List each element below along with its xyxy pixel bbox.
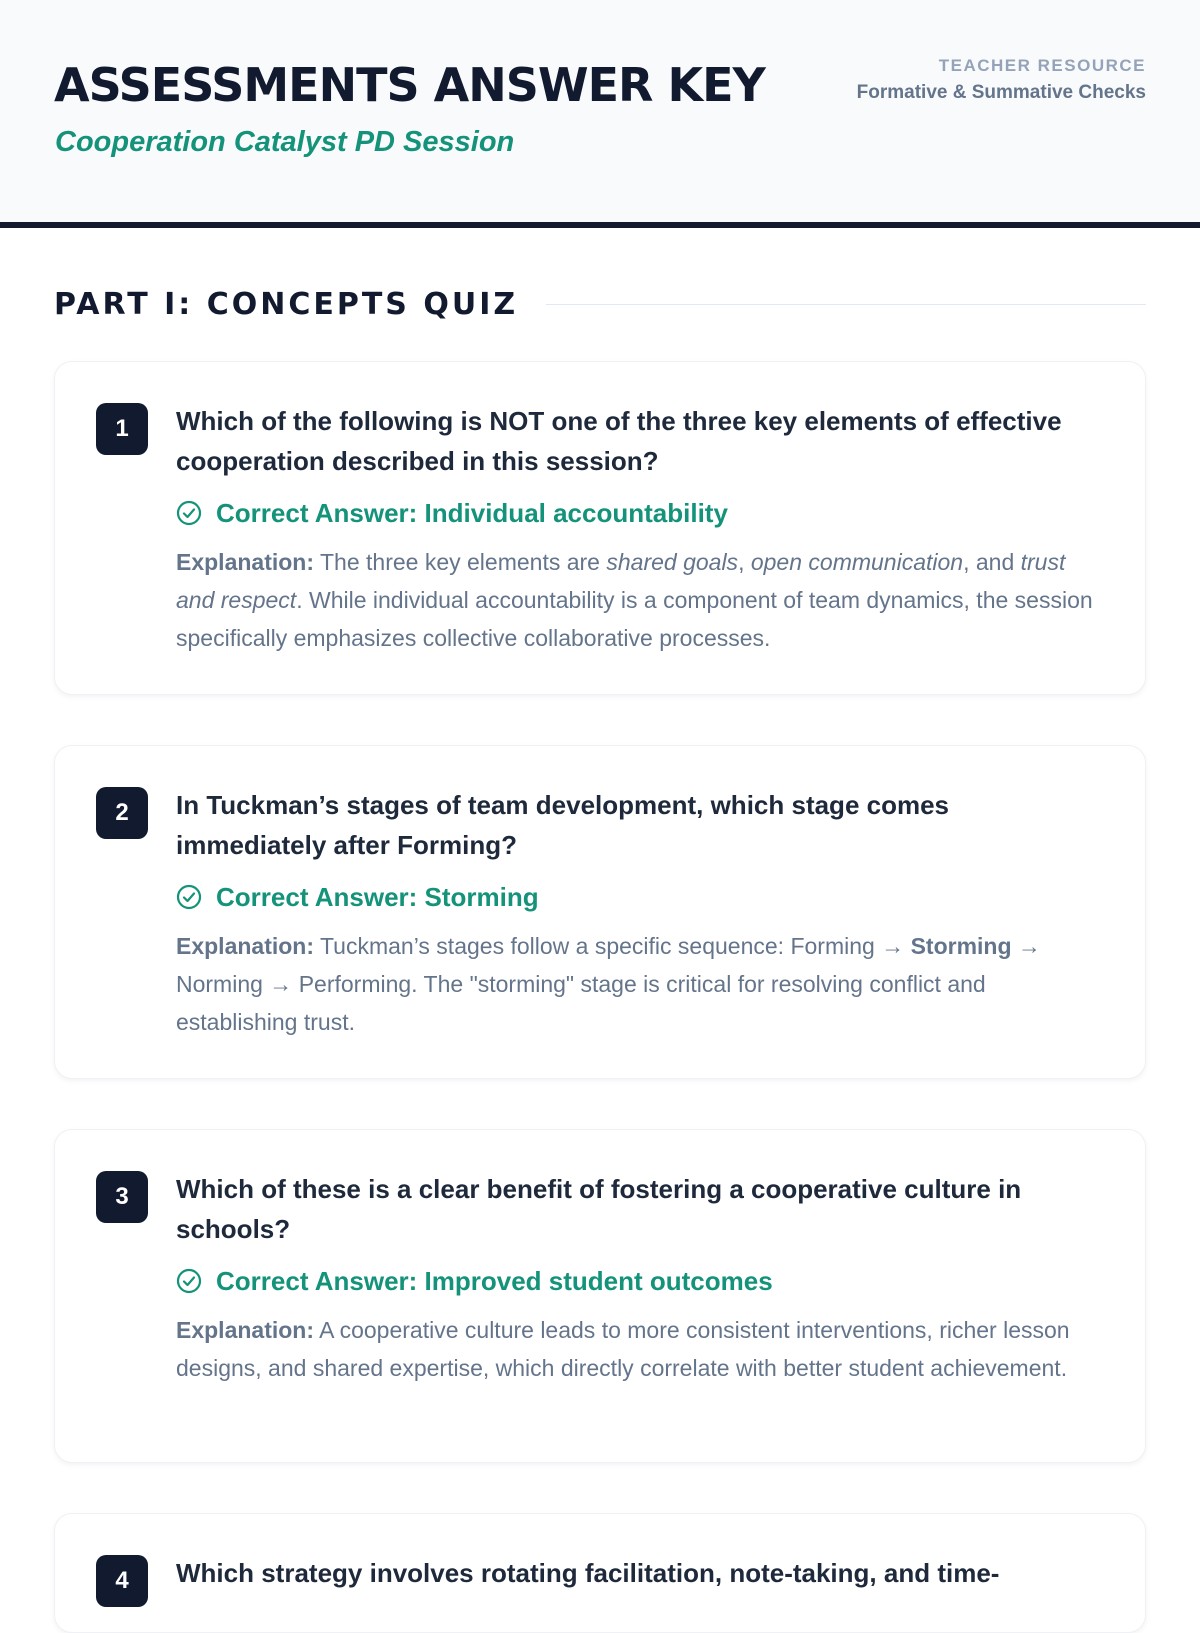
question-card xyxy=(54,361,1146,695)
explanation-label: Explanation: xyxy=(176,1317,315,1343)
explanation-segment: A cooperative culture leads to more consistent interventions, richer lesson designs, and shared expertise, which directly correlate with better student achievement. xyxy=(176,1317,1070,1381)
section-divider xyxy=(546,304,1146,305)
explanation-segment: The three key elements are xyxy=(314,549,607,575)
section-header xyxy=(54,284,1146,324)
check-circle-icon xyxy=(176,1268,202,1294)
answer-text: Correct Answer: Improved student outcomes xyxy=(216,1265,773,1296)
question-text: In Tuckman’s stages of team development, which stage comes immediately after Forming? xyxy=(176,790,950,860)
question-text: Which of the following is NOT one of the three key elements of effective cooperation described in this session? xyxy=(176,406,1062,476)
question-number-badge: 2 xyxy=(96,787,148,839)
explanation xyxy=(176,543,1096,657)
explanation-segment: trust and respect xyxy=(176,549,1066,613)
check-circle-icon xyxy=(176,884,202,910)
question-body xyxy=(176,1553,1096,1593)
explanation-segment: , and xyxy=(963,549,1021,575)
question-number-badge: 3 xyxy=(96,1171,148,1223)
explanation-label: Explanation: xyxy=(176,549,315,575)
correct-answer xyxy=(176,877,1096,917)
explanation xyxy=(176,1311,1096,1387)
question-body xyxy=(176,1169,1096,1387)
resource-description: Formative & Summative Checks xyxy=(856,82,1146,103)
explanation-segment: Storming xyxy=(910,933,1012,959)
explanation-segment: → Norming → Performing. The "storming" stage is critical for resolving conflict and establishing trust. xyxy=(176,933,1041,1035)
question-card xyxy=(54,745,1146,1079)
question-number-badge: 4 xyxy=(96,1555,148,1607)
explanation-segment: shared goals xyxy=(606,549,739,575)
correct-answer xyxy=(176,1261,1096,1301)
question-number-badge: 1 xyxy=(96,403,148,455)
question-body xyxy=(176,785,1096,1041)
answer-text: Correct Answer: Storming xyxy=(216,881,539,912)
explanation-segment: Tuckman’s stages follow a specific sequence: Forming → xyxy=(314,933,911,959)
question-body xyxy=(176,401,1096,657)
explanation xyxy=(176,927,1096,1041)
question-card xyxy=(54,1513,1146,1633)
section-title: PART I: CONCEPTS QUIZ xyxy=(54,286,519,322)
explanation-label: Explanation: xyxy=(176,933,315,959)
resource-meta xyxy=(857,56,1146,104)
resource-kicker: TEACHER RESOURCE xyxy=(938,56,1146,75)
question-text: Which strategy involves rotating facilitation, note-taking, and time- xyxy=(176,1558,1000,1588)
question-card xyxy=(54,1129,1146,1463)
question-text: Which of these is a clear benefit of fostering a cooperative culture in schools? xyxy=(176,1174,1022,1244)
answer-text: Correct Answer: Individual accountability xyxy=(216,497,728,528)
explanation-segment: open communication xyxy=(750,549,964,575)
explanation-text xyxy=(176,549,1093,651)
check-circle-icon xyxy=(176,500,202,526)
page-title: ASSESSMENTS ANSWER KEY xyxy=(54,58,765,112)
explanation-segment: . While individual accountability is a component of team dynamics, the session specifically emphasizes collective collaborative processes. xyxy=(176,587,1093,651)
page-subtitle: Cooperation Catalyst PD Session xyxy=(55,126,515,158)
page-header xyxy=(0,0,1200,228)
explanation-segment: , xyxy=(738,549,751,575)
correct-answer xyxy=(176,493,1096,533)
